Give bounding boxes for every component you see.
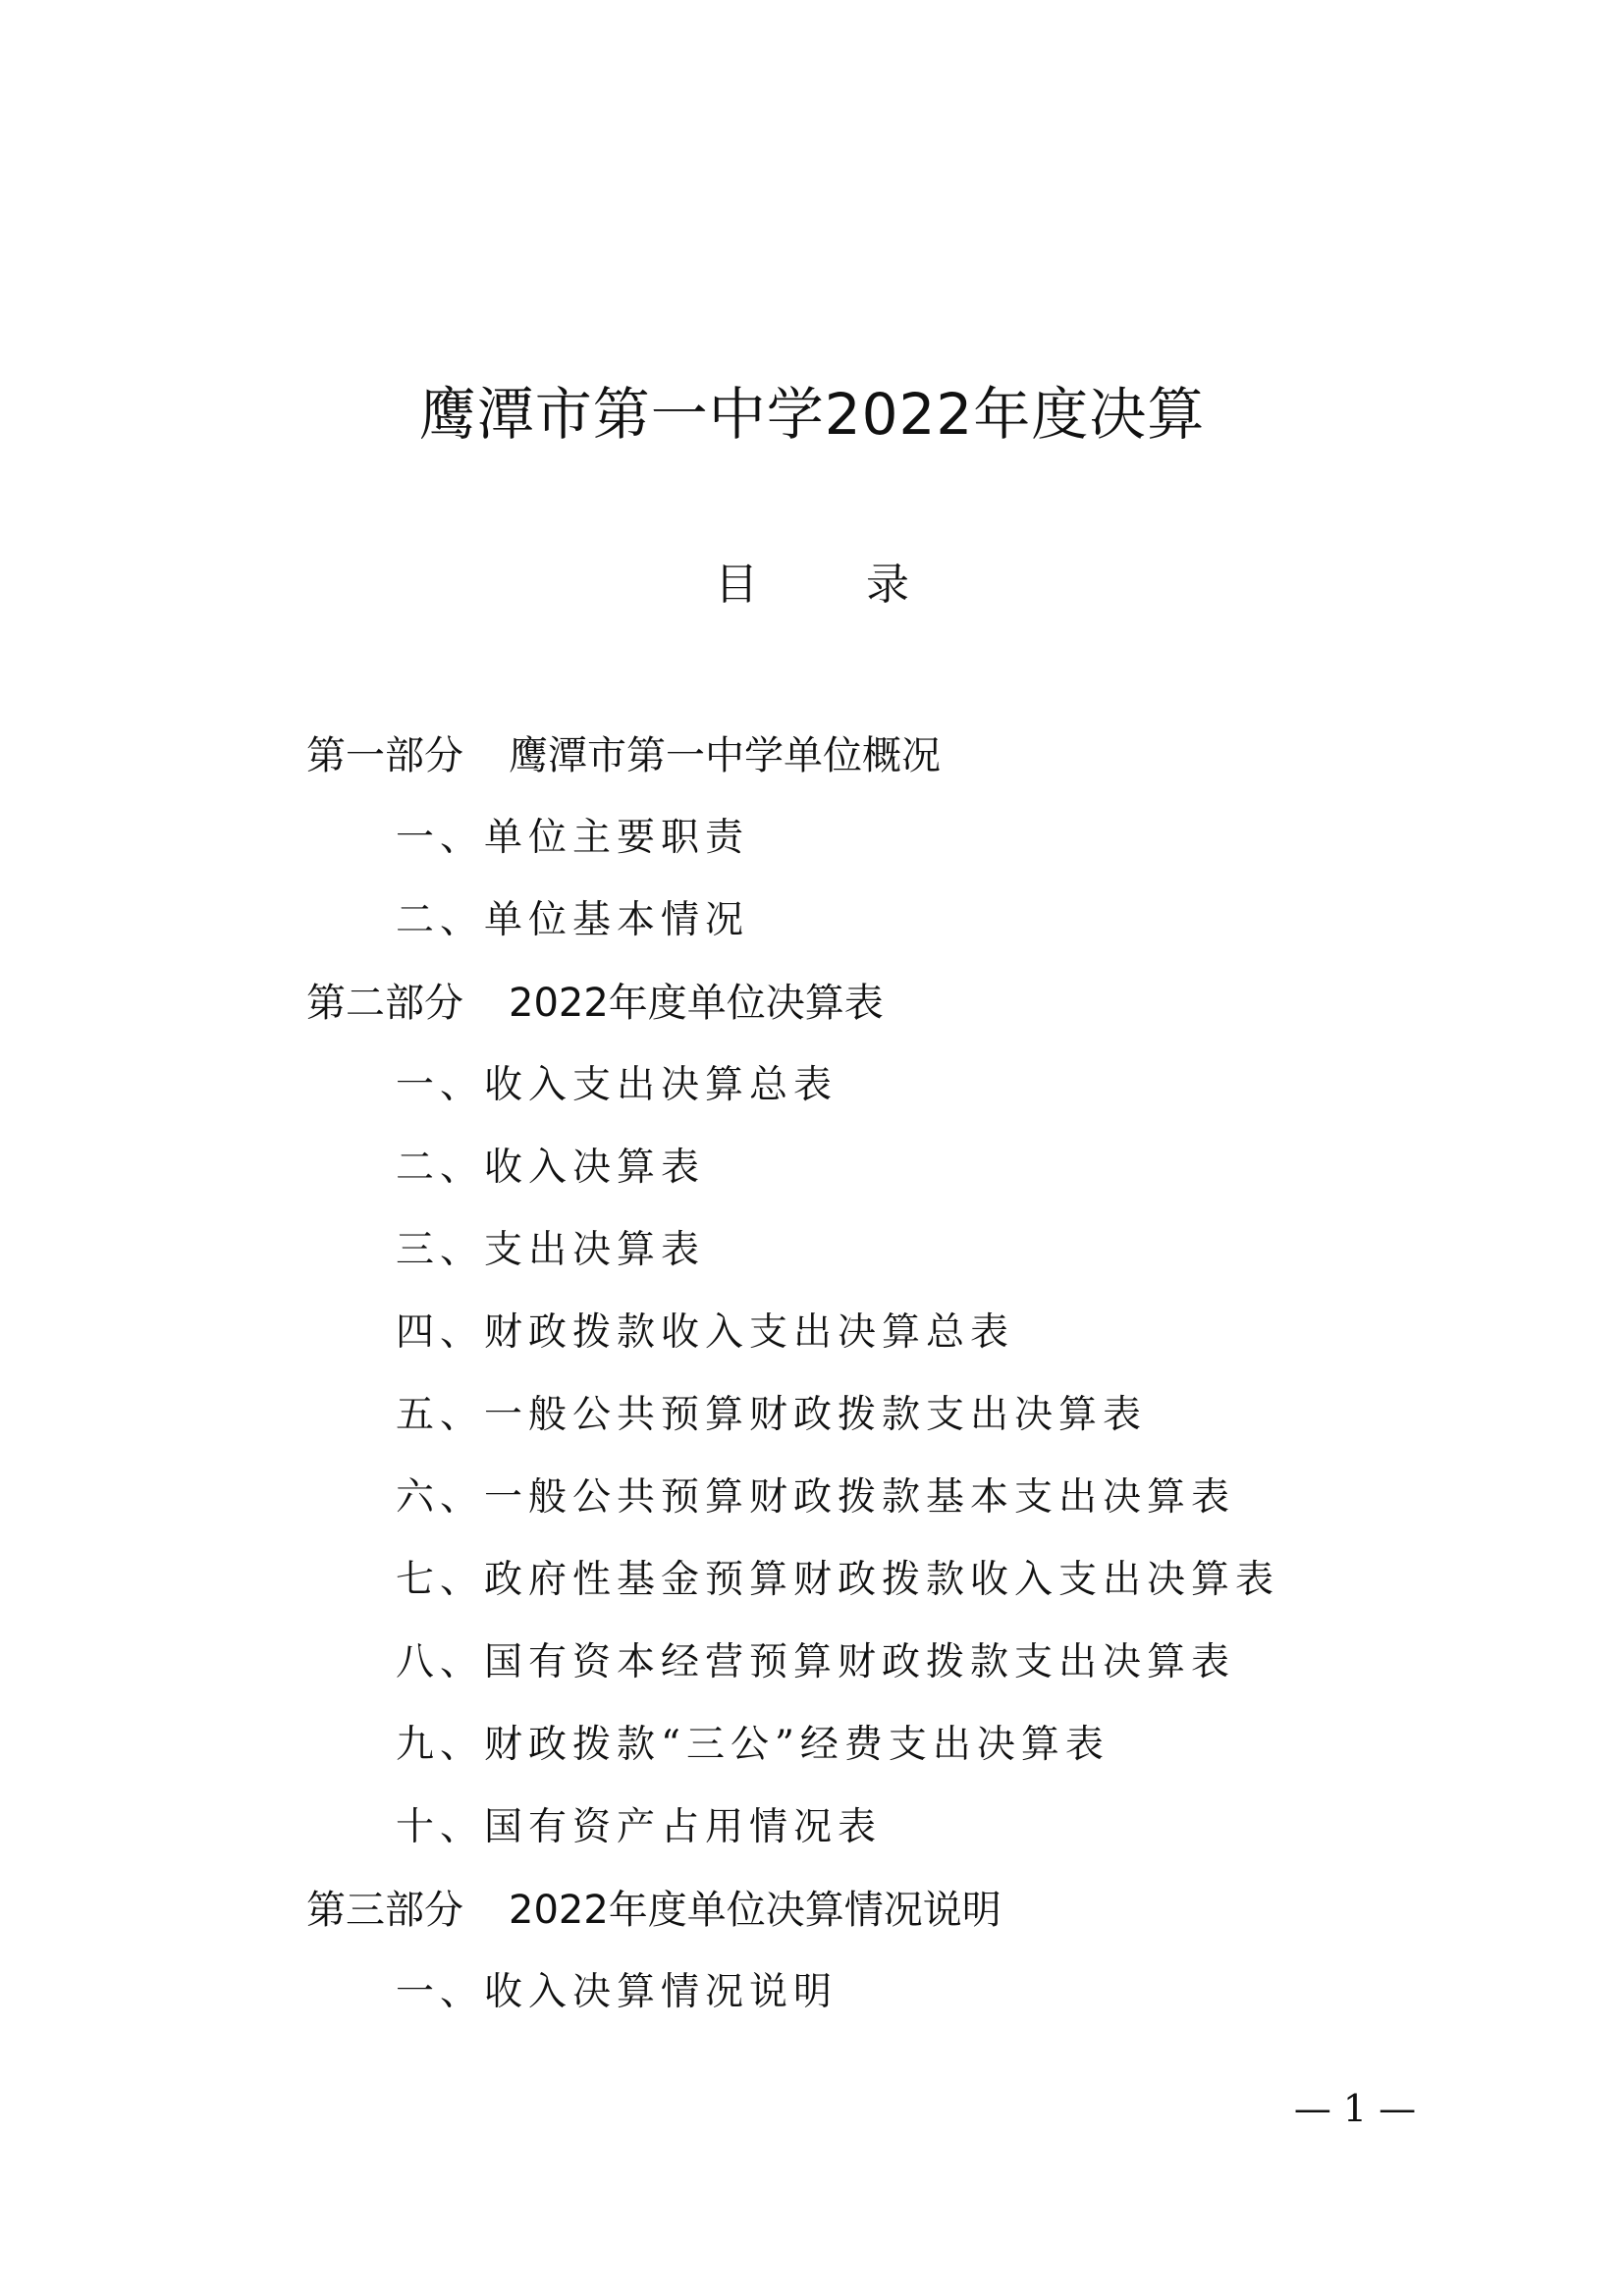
toc-item[interactable]: 四、财政拨款收入支出决算总表 xyxy=(396,1310,1015,1355)
toc-item[interactable]: 六、一般公共预算财政拨款基本支出决算表 xyxy=(396,1475,1236,1520)
toc-part-2[interactable] xyxy=(0,962,1624,1044)
toc-item[interactable]: 三、支出决算表 xyxy=(396,1228,706,1272)
toc-item[interactable]: 五、一般公共预算财政拨款支出决算表 xyxy=(396,1393,1148,1437)
toc-part-label: 第二部分 xyxy=(306,981,463,1026)
toc-part-1[interactable] xyxy=(0,715,1624,797)
toc-heading xyxy=(0,554,1624,616)
toc-item[interactable]: 七、政府性基金预算财政拨款收入支出决算表 xyxy=(396,1558,1280,1602)
document-title: 鹰潭市第一中学2022年度决算 xyxy=(418,381,1206,448)
toc-item[interactable]: 八、国有资本经营预算财政拨款支出决算表 xyxy=(396,1640,1236,1684)
toc-item[interactable]: 十、国有资产占用情况表 xyxy=(396,1805,883,1849)
toc-part-title: 2022年度单位决算情况说明 xyxy=(509,1888,1001,1933)
toc-item[interactable]: 二、收入决算表 xyxy=(396,1146,706,1190)
toc-item[interactable]: 九、财政拨款“三公”经费支出决算表 xyxy=(396,1723,1110,1767)
toc-part-title: 鹰潭市第一中学单位概况 xyxy=(509,733,941,778)
toc-heading-char-1: 目 xyxy=(715,560,758,610)
page-number: — 1 — xyxy=(1293,2087,1417,2130)
toc-part-3[interactable] xyxy=(0,1869,1624,1951)
toc-heading-char-2: 录 xyxy=(866,560,909,610)
toc-part-label: 第一部分 xyxy=(306,733,463,778)
toc-item[interactable]: 一、收入决算情况说明 xyxy=(396,1970,839,2014)
table-of-contents xyxy=(0,715,1624,2034)
toc-part-title: 2022年度单位决算表 xyxy=(509,981,884,1026)
toc-part-label: 第三部分 xyxy=(306,1888,463,1933)
toc-item[interactable]: 二、单位基本情况 xyxy=(396,898,750,942)
toc-item[interactable]: 一、收入支出决算总表 xyxy=(396,1063,839,1107)
toc-item[interactable]: 一、单位主要职责 xyxy=(396,816,750,860)
